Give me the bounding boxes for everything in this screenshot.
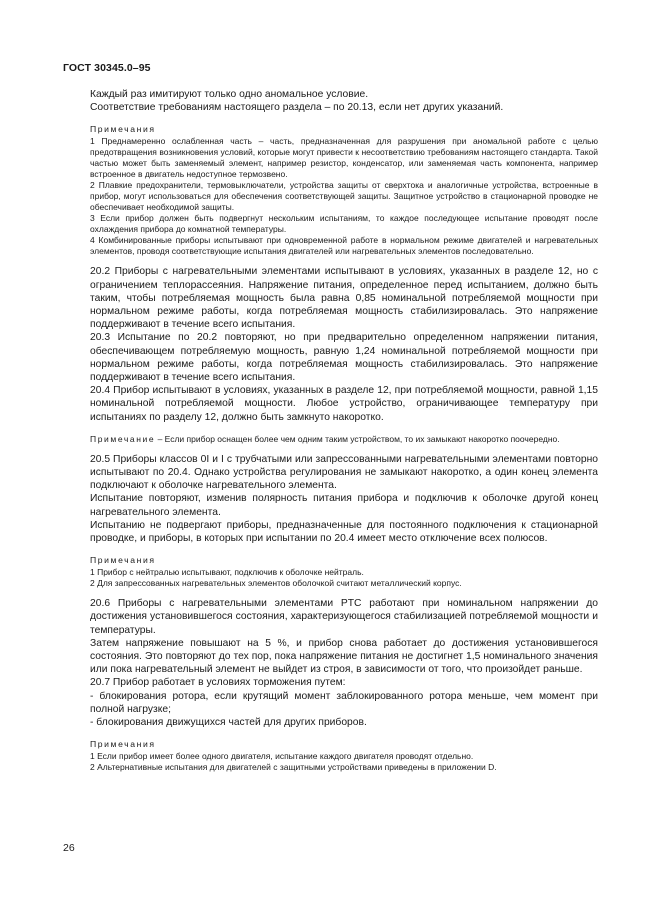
note-item: 2 Альтернативные испытания для двигателей с защитными устройствами приведены в приложении D. [90,762,497,773]
list-item: - блокирования движущихся частей для других приборов. [90,717,367,729]
note-item: 2 Плавкие предохранители, термовыключатели, устройства защиты от сверхтока и аналогичные устройства, встроенные в прибор, могут использоваться для обеспечения соответствующей защиты. Защитное устройство в стационарной проводке не обеспечивает необходимой защиты. [90,180,598,213]
paragraph: Испытанию не подвергают приборы, предназначенные для постоянного подключения к стационарной проводке, и приборы, в которых при испытании по 20.4 имеет место отключение всех полюсов. [90,519,598,545]
note-item: 1 Если прибор имеет более одного двигателя, испытание каждого двигателя проводят отдельно. [90,751,474,762]
note-label: Примечание [90,433,156,444]
page-number: 26 [63,842,75,854]
document-header: ГОСТ 30345.0–95 [63,62,151,74]
clause-20-2: 20.2 Приборы с нагревательными элементами испытывают в условиях, указанных в разделе 12, но с ограничением теплорассеяния. Напряжение питания, определенное перед испытанием, должно быть таким, чтобы потребляемая мощность была равна 0,85 номинальной потребляемой мощности при нормальном режиме работы, когда потребляемая мощность стабилизировалась. Это напряжение поддерживают в течение всего испытания. [90,266,598,331]
clause-20-7: 20.7 Прибор работает в условиях торможения путем: [90,677,346,689]
notes-title: Примечания [90,555,156,566]
note-item: 3 Если прибор должен быть подвергнут нескольким испытаниям, то каждое последующее испытание проводят после охлаждения прибора до комнатной температуры. [90,213,598,235]
page-content [90,88,598,773]
note-text: – Если прибор оснащен более чем одним таким устройством, то их замыкают накоротко поочередно. [155,433,560,444]
clause-20-5: 20.5 Приборы классов 0I и I с трубчатыми или запрессованными нагревательными элементами повторно испытывают по 20.4. Однако устройства регулирования не замыкают накоротко, а один конец элемента подключают к оболочке нагревательного элемента. [90,453,598,492]
paragraph: Испытание повторяют, изменив полярность питания прибора и подключив к оболочке другой конец нагревательного элемента. [90,493,598,518]
note-item: 1 Преднамеренно ослабленная часть – часть, предназначенная для разрушения при аномальной работе с целью предотвращения возникновения условий, которые могут привести к несоответствию требованиям настоящего стандарта. Такой частью может быть заменяемый элемент, например резистор, конденсатор, или заменяемая часть компонента, например встроенное в двигатель недоступное термозвено. [90,136,598,180]
list-item: - блокирования ротора, если крутящий момент заблокированного ротора меньше, чем момент при полной нагрузке; [90,690,598,715]
note-item: 4 Комбинированные приборы испытывают при одновременной работе в нормальном режиме двигателей и нагревательных элементов, проводя соответствующие испытания двигателей или нагревательных элементов последовательно. [90,235,598,257]
note-item: 1 Прибор с нейтралью испытывают, подключив к оболочке нейтраль. [90,567,364,578]
clause-20-4: 20.4 Прибор испытывают в условиях, указанных в разделе 12, при потребляемой мощности, равной 1,15 номинальной потребляемой мощности. Любое устройство, ограничивающее температуру при испытаниях по разделу 12, должно быть замкнуто накоротко. [90,385,598,423]
note-item: 2 Для запрессованных нагревательных элементов оболочкой считают металлический корпус. [90,578,462,589]
paragraph: Соответствие требованиям настоящего раздела – по 20.13, если нет других указаний. [90,102,504,114]
notes-title: Примечания [90,739,156,750]
paragraph: Затем напряжение повышают на 5 %, и прибор снова работает до достижения установившегося состояния. Это повторяют до тех пор, пока напряжение питания не достигнет 1,5 номинального значения или пока нагревательный элемент не выйдет из строя, в зависимости от того, что произойдет раньше. [90,637,598,676]
clause-20-6: 20.6 Приборы с нагревательными элементами PTC работают при номинальном напряжении до достижения установившегося состояния, характеризующегося стабилизацией потребляемой мощности и температуры. [90,598,598,636]
clause-20-3: 20.3 Испытание по 20.2 повторяют, но при предварительно определенном напряжении питания, обеспечивающем потребляемую мощность, равную 1,24 номинальной потребляемой мощности при нормальном режиме работы, когда потребляемая мощность стабилизировалась. Это напряжение поддерживают в течение всего испытания. [90,332,598,384]
inline-note [90,434,598,445]
notes-title: Примечания [90,124,156,135]
paragraph: Каждый раз имитируют только одно аномальное условие. [90,89,369,100]
